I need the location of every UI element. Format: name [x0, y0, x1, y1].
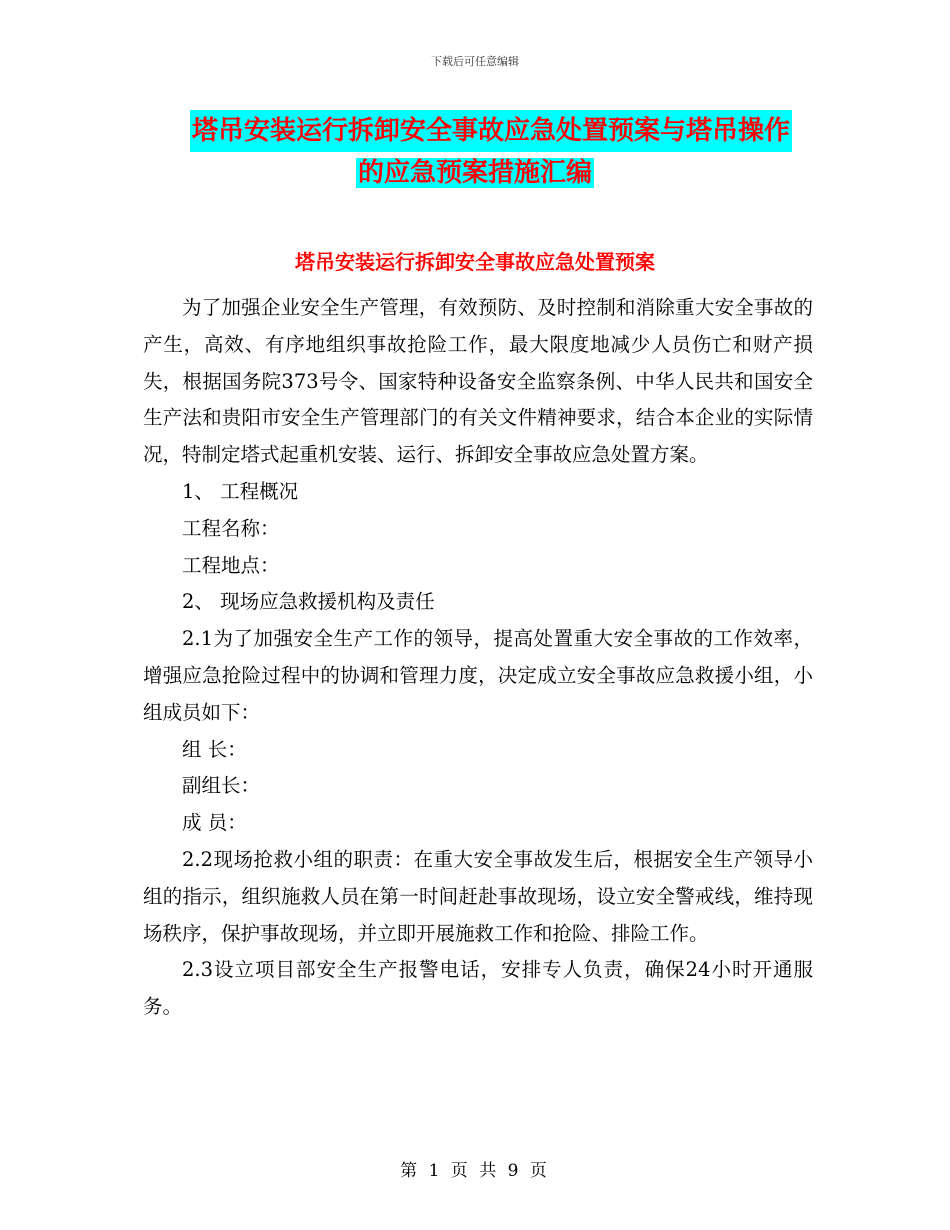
page-number-footer: 第 1 页 共 9 页 — [400, 1161, 550, 1181]
field-project-location: 工程地点： — [182, 553, 280, 577]
document-body — [143, 290, 813, 1026]
paragraph-2-1: 2.1为了加强安全生产工作的领导，提高处置重大安全事故的工作效率，增强应急抢险过程中的协调和管理力度，决定成立安全事故应急救援小组，小组成员如下： — [143, 627, 813, 724]
document-title-line-1: 塔吊安装运行拆卸安全事故应急处置预案与塔吊操作 — [190, 110, 792, 152]
header-note: 下载后可任意编辑 — [431, 55, 519, 68]
paragraph-2-3: 2.3设立项目部安全生产报警电话，安排专人负责，确保24小时开通服务。 — [143, 958, 813, 1019]
field-deputy-leader: 副组长： — [182, 774, 261, 798]
heading-emergency-organization: 2、 现场应急救援机构及责任 — [182, 590, 435, 614]
field-members: 成 员： — [182, 811, 247, 835]
field-project-name: 工程名称： — [182, 516, 280, 540]
heading-project-overview: 1、 工程概况 — [182, 479, 299, 503]
paragraph-intro: 为了加强企业安全生产管理，有效预防、及时控制和消除重大安全事故的产生，高效、有序地组织事故抢险工作，最大限度地减少人员伤亡和财产损失，根据国务院373号令、国家特种设备安全监察条例、中华人民共和国安全生产法和贵阳市安全生产管理部门的有关文件精神要求，结合本企业的实际情况，特制定塔式起重机安装、运行、拆卸安全事故应急处置方案。 — [143, 296, 813, 467]
section-title: 塔吊安装运行拆卸安全事故应急处置预案 — [295, 250, 655, 274]
document-title — [0, 110, 950, 194]
field-team-leader: 组 长： — [182, 737, 247, 761]
document-title-line-2: 的应急预案措施汇编 — [357, 158, 592, 188]
paragraph-2-2: 2.2现场抢救小组的职责：在重大安全事故发生后，根据安全生产领导小组的指示，组织施救人员在第一时间赶赴事故现场，设立安全警戒线，维持现场秩序，保护事故现场，并立即开展施救工作和抢险、排险工作。 — [143, 847, 813, 945]
